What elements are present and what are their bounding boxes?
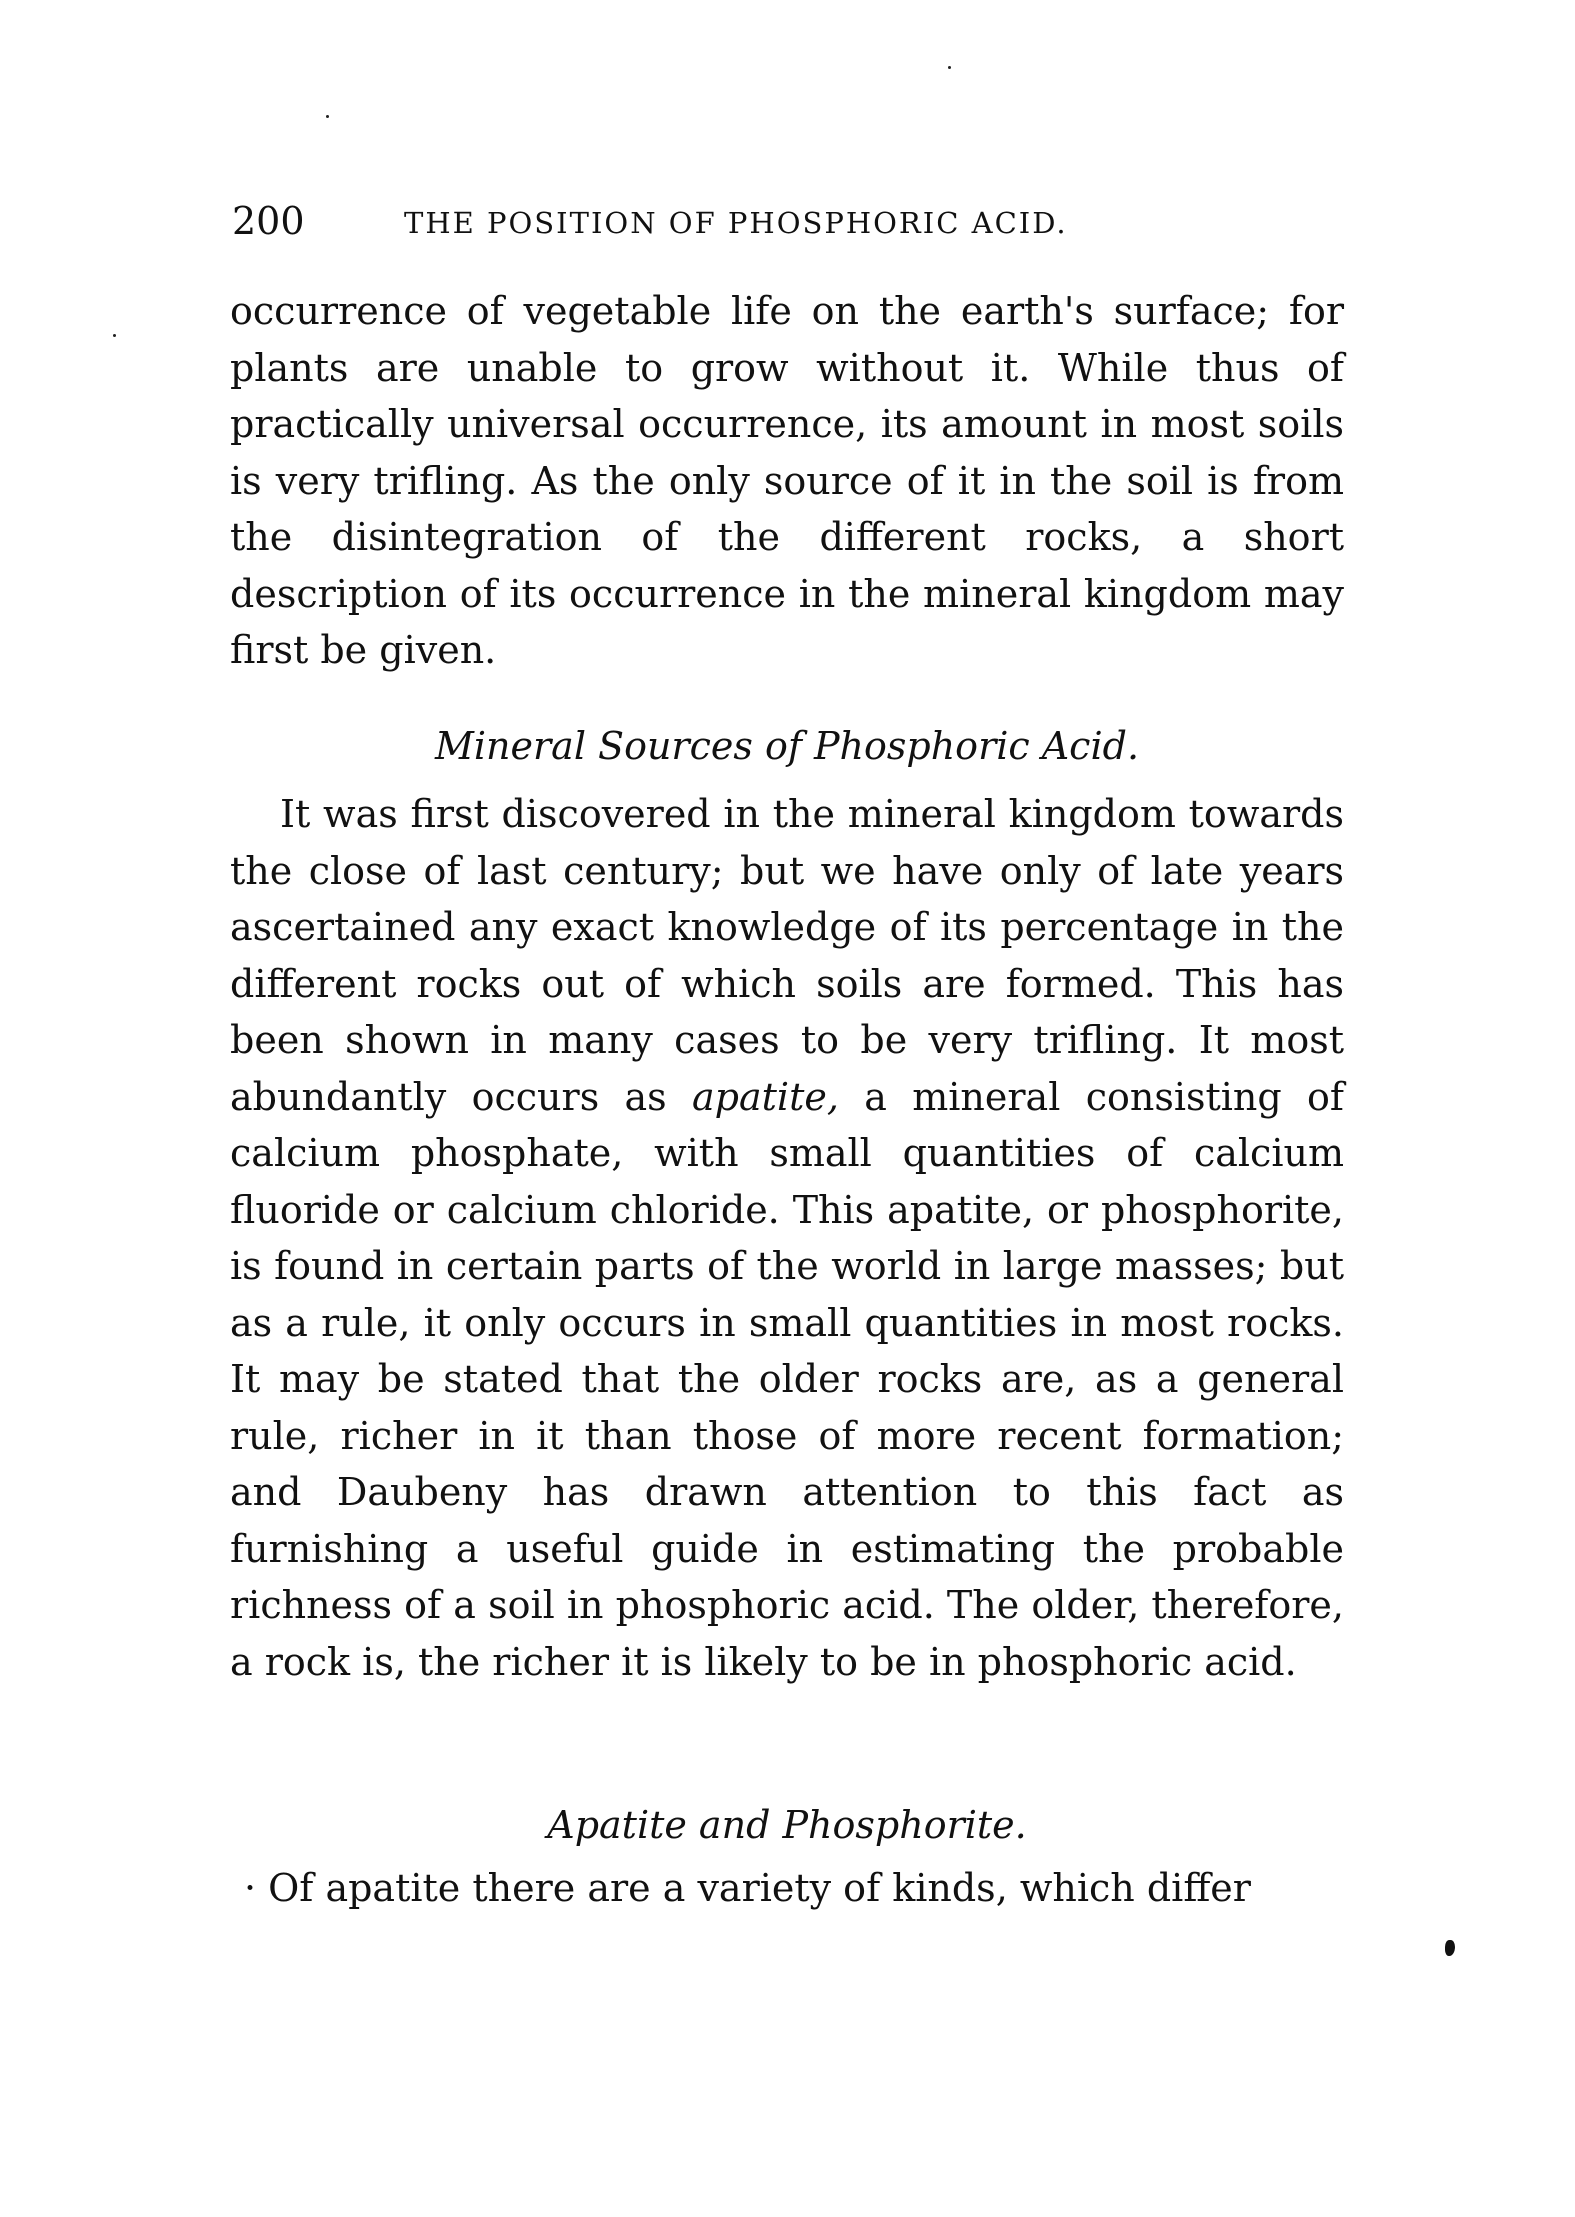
paragraph-text-end: a mineral consisting of calcium phosphate, with small quantities of calcium fluoride or calcium chloride. This apatite, or phosphorite, is found in certain parts of the world in large masses; but as a rule, it only occurs in small quantities in most rocks. It may be stated that the older rocks are, as a general rule, richer in it than those of more recent formation; and Daubeny has drawn attention to this fact as furnishing a useful guide in estimating the probable richness of a soil in phosphoric acid. The older, therefore, a rock is, the richer it is likely to be in phosphoric acid. bbox=[230, 1074, 1344, 1684]
paragraph-apatite: · Of apatite there are a variety of kinds, which differ bbox=[244, 1866, 1251, 1910]
section-heading-mineral-sources: Mineral Sources of Phosphoric Acid. bbox=[434, 724, 1140, 768]
section-heading-apatite: Apatite and Phosphorite. bbox=[547, 1803, 1027, 1847]
running-head: THE POSITION OF PHOSPHORIC ACID. bbox=[404, 206, 1068, 240]
scan-speck bbox=[948, 66, 951, 69]
page-number: 200 bbox=[232, 199, 305, 243]
page-header bbox=[232, 196, 1352, 246]
scan-speck bbox=[113, 334, 116, 337]
paragraph-text-start: It was first discovered in the mineral kingdom towards the close of last century; but we have only of late years ascertained any exact knowledge of its percentage in the different rocks out of which soils are formed. This has been shown in many cases to be very trifling. It most abundantly occurs as bbox=[230, 792, 1344, 1119]
apatite-term: apatite, bbox=[692, 1074, 839, 1119]
page-marker bbox=[1445, 1940, 1455, 1956]
scan-speck bbox=[326, 115, 329, 118]
paragraph-intro: occurrence of vegetable life on the earth's surface; for plants are unable to grow without it. While thus of practically universal occurrence, its amount in most soils is very trifling. As the only source of it in the soil is from the disintegration of the different rocks, a short description of its occurrence in the mineral kingdom may first be given. bbox=[230, 289, 1344, 672]
paragraph-mineral-sources bbox=[230, 786, 1344, 1690]
